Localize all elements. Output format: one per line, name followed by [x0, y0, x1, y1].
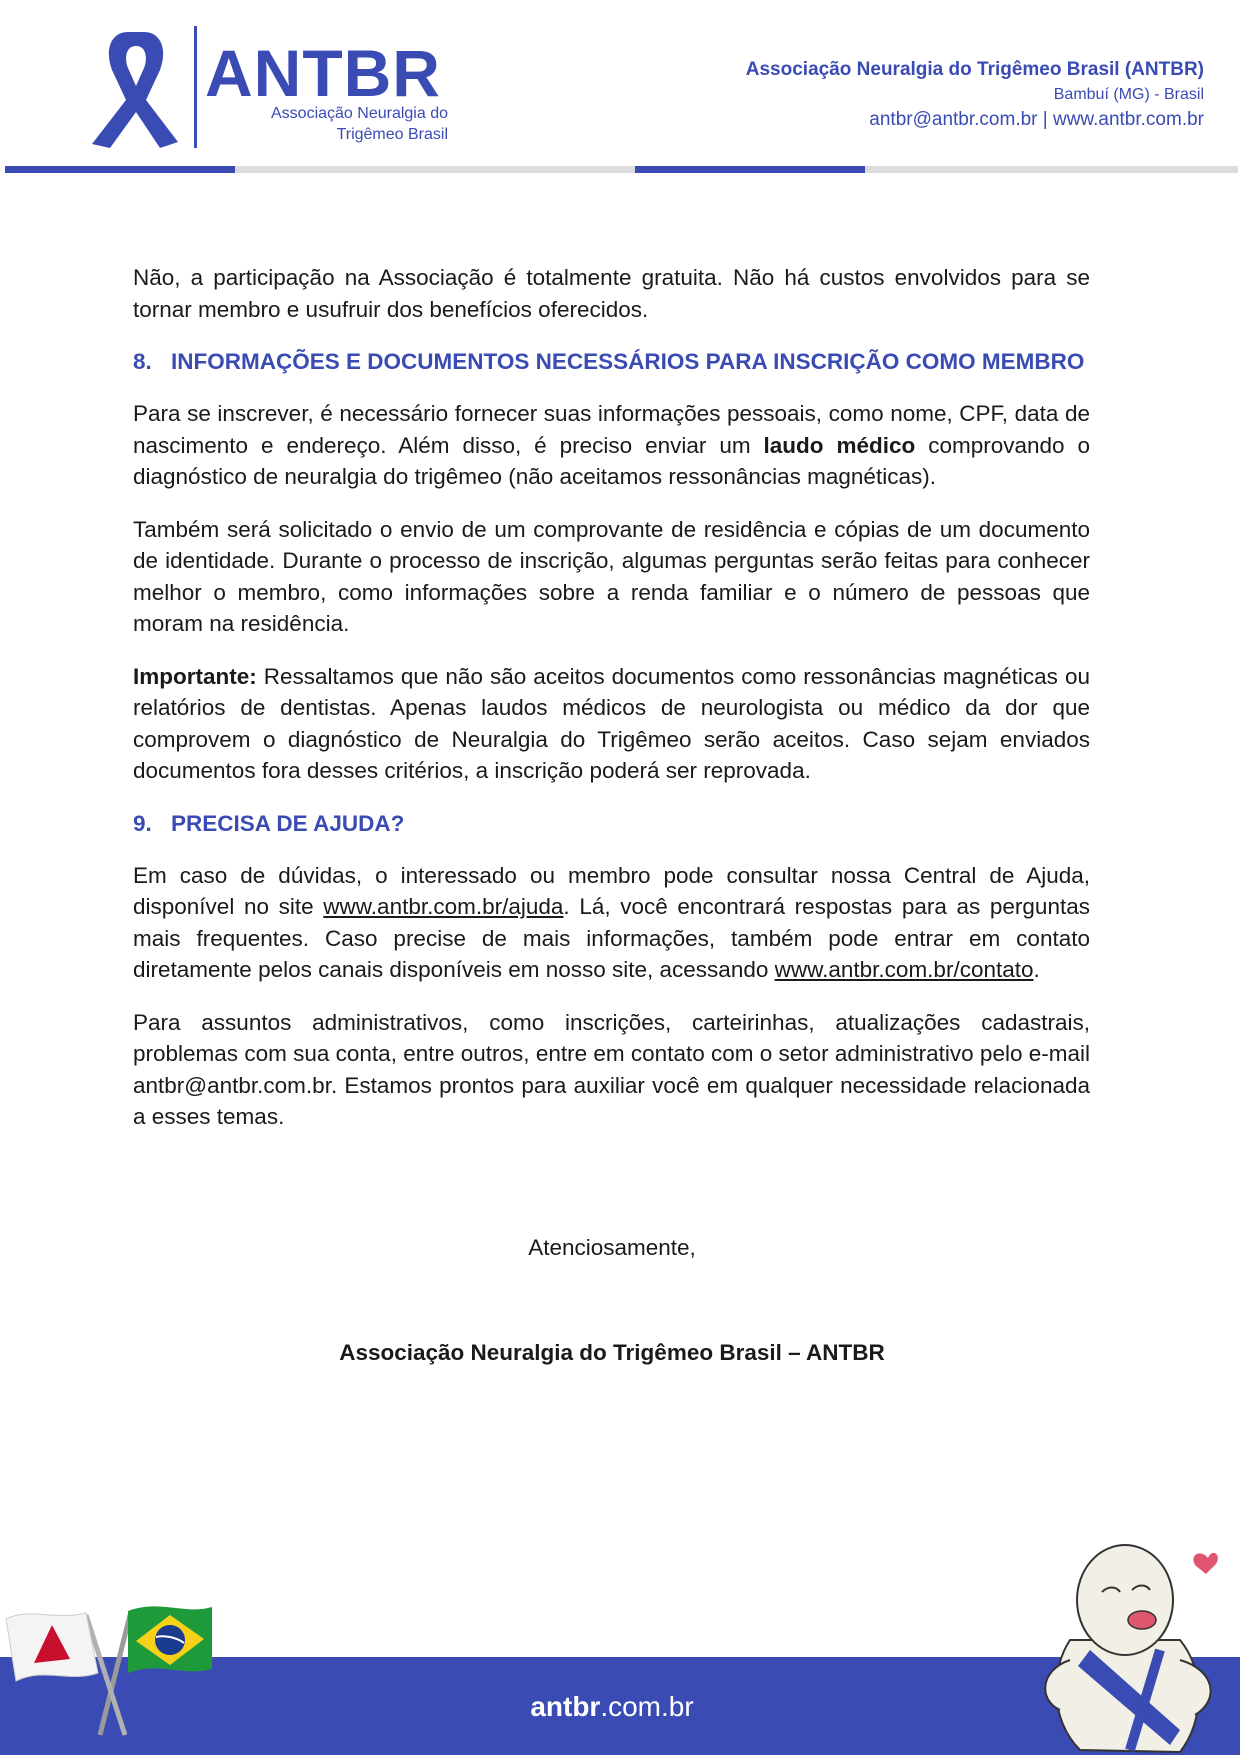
page-header	[0, 0, 1240, 175]
text-run: . Lá, você encontrará respostas para as perguntas mais frequentes. Caso precise de mais informações, também pode entrar em contato diretamente pelos canais disponíveis em nosso site, acessando	[133, 894, 1090, 982]
help-link[interactable]: www.antbr.com.br/ajuda	[323, 894, 564, 919]
section-9-heading	[133, 808, 1090, 839]
logo-divider	[194, 26, 197, 148]
strip-accent-left	[5, 166, 235, 173]
bold-run: laudo médico	[763, 432, 916, 458]
section-9-paragraph-2: Para assuntos administrativos, como inscrições, carteirinhas, atualizações cadastrais, problemas com sua conta, entre outros, entre em contato com o setor administrativo pelo e-mail antbr@antbr.com.br. Estamos prontos para auxiliar você em qualquer necessidade relacionada a esses temas.	[133, 1009, 1090, 1129]
logo-subtitle	[258, 103, 448, 145]
org-contact[interactable]: antbr@antbr.com.br | www.antbr.com.br	[869, 109, 1204, 130]
important-label: Importante:	[133, 663, 257, 689]
text-run: Para se inscrever, é necessário fornecer suas informações pessoais, como nome, CPF, data de nascimento e endereço. Além disso, é preciso enviar um	[133, 401, 1090, 458]
closing-salutation: Atenciosamente,	[528, 1235, 696, 1260]
flags-illustration	[0, 1585, 240, 1755]
org-city: Bambuí (MG) - Brasil	[1053, 86, 1204, 103]
section-8-number: 8.	[133, 349, 152, 374]
section-8-title: INFORMAÇÕES E DOCUMENTOS NECESSÁRIOS PARA INSCRIÇÃO COMO MEMBRO	[171, 349, 1085, 374]
mascot-illustration	[1030, 1520, 1240, 1755]
signature: Associação Neuralgia do Trigêmeo Brasil – ANTBR	[339, 1340, 885, 1365]
section-9-number: 9.	[133, 810, 152, 836]
footer-url-rest: .com.br	[600, 1691, 694, 1722]
section-8-paragraph-3	[133, 661, 1090, 787]
header-contact-block	[746, 57, 1204, 133]
section-8-heading	[133, 346, 1090, 377]
brazil-flag-icon	[128, 1606, 212, 1673]
strip-accent-middle	[635, 166, 865, 173]
minas-gerais-flag-icon	[6, 1613, 98, 1681]
logo-wordmark: ANTBR	[205, 36, 441, 110]
section-8-paragraph-2: Também será solicitado o envio de um comprovante de residência e cópias de um documento de identidade. Durante o processo de inscrição, algumas perguntas serão feitas para conhecer melhor o membro, como informações sobre a renda familiar e o número de pessoas que moram na residência.	[133, 516, 1090, 636]
logo-subtitle-line2: Trigêmeo Brasil	[336, 126, 448, 143]
document-body	[133, 262, 1090, 1154]
section-9-title: PRECISA DE AJUDA?	[171, 810, 405, 836]
text-run: Ressaltamos que não são aceitos documentos como ressonâncias magnéticas ou relatórios de dentistas. Apenas laudos médicos de neurologista ou médico da dor que comprovem o diagnóstico de Neuralgia do Trigêmeo serão aceitos. Caso sejam enviados documentos fora desses critérios, a inscrição poderá ser reprovada.	[133, 663, 1090, 783]
antbr-logo	[88, 26, 468, 150]
intro-paragraph: Não, a participação na Associação é totalmente gratuita. Não há custos envolvidos para se tornar membro e usufruir dos benefícios oferecidos.	[133, 265, 1090, 322]
section-8-paragraph-1	[133, 398, 1090, 493]
text-run: Em caso de dúvidas, o interessado ou membro pode consultar nossa Central de Ajuda, disponível no site	[133, 862, 1090, 919]
logo-subtitle-line1: Associação Neuralgia do	[271, 105, 448, 122]
awareness-ribbon-icon	[88, 26, 188, 150]
text-run: comprovando o diagnóstico de neuralgia do trigêmeo (não aceitamos ressonâncias magnéticas).	[133, 432, 1090, 489]
footer-url-bold: antbr	[530, 1691, 601, 1722]
contact-link[interactable]: www.antbr.com.br/contato	[774, 957, 1034, 982]
section-9-paragraph-1	[133, 860, 1090, 986]
header-divider-strip	[5, 166, 1238, 173]
org-title: Associação Neuralgia do Trigêmeo Brasil (ANTBR)	[745, 59, 1204, 80]
text-run: .	[1033, 957, 1040, 982]
